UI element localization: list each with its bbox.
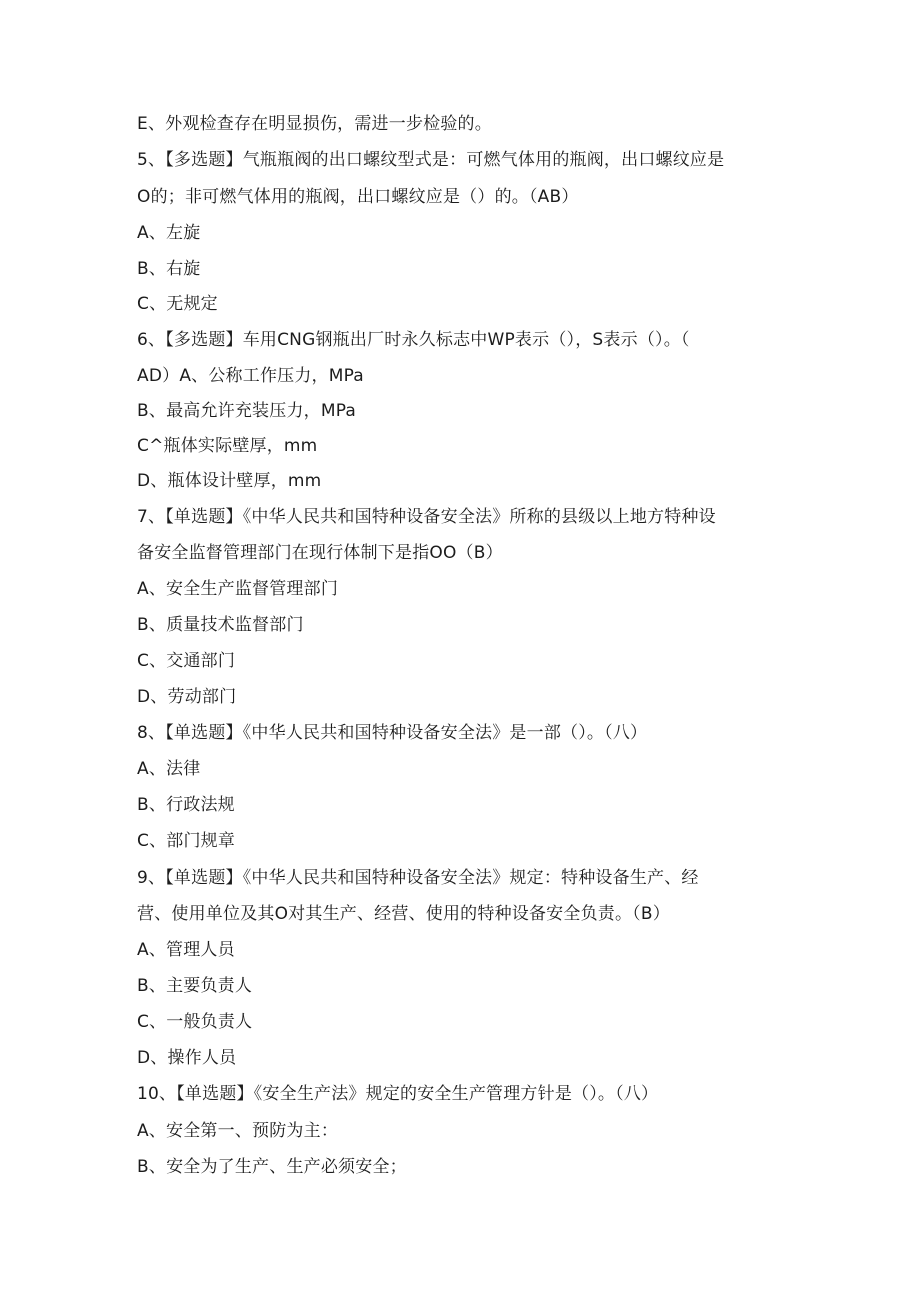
option-line: A、安全第一、预防为主： [137,1121,339,1141]
option-line: A、左旋 [137,223,201,243]
question-10-line-1: 10、【单选题】《安全生产法》规定的安全生产管理方针是（）。（八） [137,1084,659,1104]
question-6-line-2: AD）A、公称工作压力，MPa [137,366,364,386]
option-line: C^瓶体实际壁厚，mm [137,436,318,456]
option-line: E、外观检查存在明显损伤，需进一步检验的。 [137,114,492,134]
option-line: B、质量技术监督部门 [137,615,304,635]
question-9-line-1: 9、【单选题】《中华人民共和国特种设备安全法》规定：特种设备生产、经 [137,868,699,888]
option-line: B、最高允许充装压力，MPa [137,401,357,421]
question-7-line-1: 7、【单选题】《中华人民共和国特种设备安全法》所称的县级以上地方特种设 [137,507,716,527]
option-line: D、劳动部门 [137,687,237,707]
option-line: D、操作人员 [137,1048,237,1068]
option-line: B、行政法规 [137,795,235,815]
question-7-line-2: 备安全监督管理部门在现行体制下是指OO（B） [137,543,503,563]
question-9-line-2: 营、使用单位及其O对其生产、经营、使用的特种设备安全负责。（B） [137,904,670,924]
option-line: D、瓶体设计壁厚，mm [137,471,322,491]
option-line: C、一般负责人 [137,1012,253,1032]
option-line: B、右旋 [137,259,201,279]
option-line: A、法律 [137,759,201,779]
option-line: C、无规定 [137,294,218,314]
option-line: B、安全为了生产、生产必须安全； [137,1157,407,1177]
option-line: C、部门规章 [137,831,236,851]
option-line: A、管理人员 [137,940,235,960]
question-6-line-1: 6、【多选题】车用CNG钢瓶出厂时永久标志中WP表示（），S表示（）。（ [137,330,690,350]
option-line: A、安全生产监督管理部门 [137,579,339,599]
option-line: B、主要负责人 [137,976,253,996]
question-5-line-2: O的；非可燃气体用的瓶阀，出口螺纹应是（）的。（AB） [137,187,579,207]
question-8-line-1: 8、【单选题】《中华人民共和国特种设备安全法》是一部（）。（八） [137,723,648,743]
question-5-line-1: 5、【多选题】气瓶瓶阀的出口螺纹型式是：可燃气体用的瓶阀，出口螺纹应是 [137,150,725,170]
option-line: C、交通部门 [137,651,236,671]
